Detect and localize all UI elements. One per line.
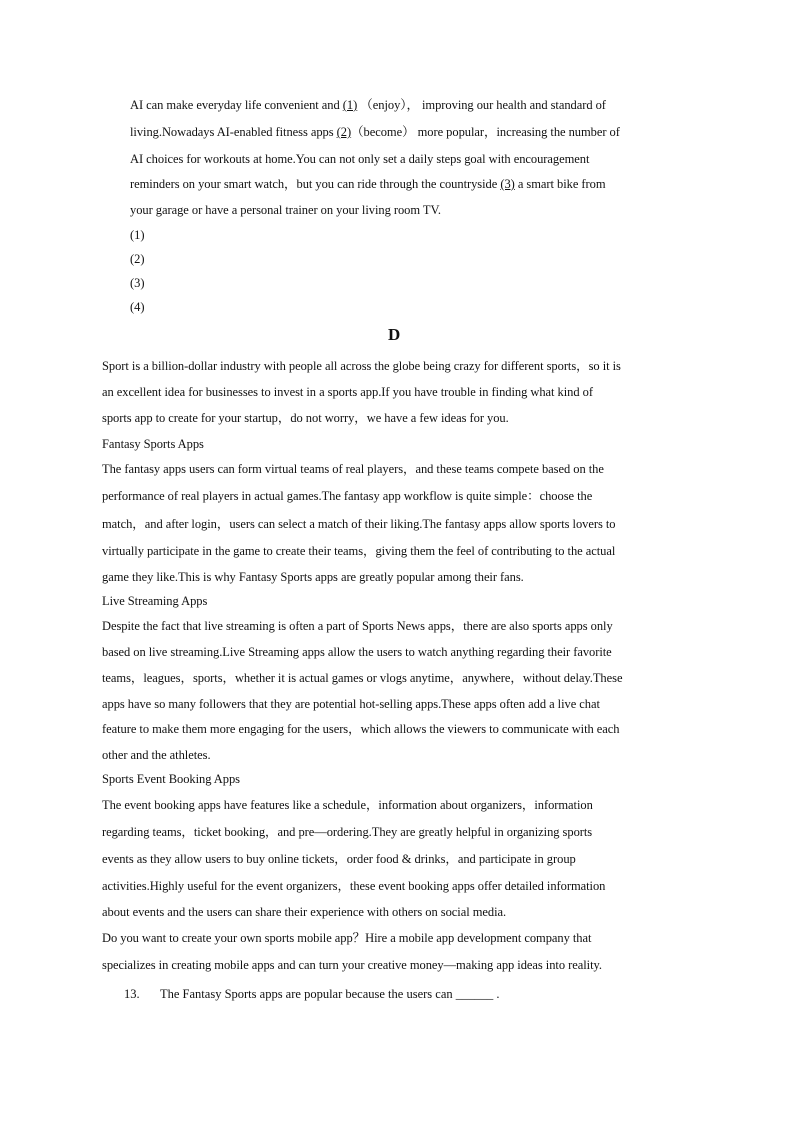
passage-line: Do you want to create your own sports mobile app？Hire a mobile app development company that <box>102 931 592 945</box>
subheading-fantasy: Fantasy Sports Apps <box>102 437 204 451</box>
cloze-line-1: AI can make everyday life convenient and (1) （enjoy）， improving our health and standard of <box>130 98 606 112</box>
blank-1: (1) <box>342 98 358 112</box>
passage-line: regarding teams，ticket booking，and pre—ordering.They are greatly helpful in organizing sports <box>102 825 593 839</box>
answer-line-1: (1) <box>130 228 145 242</box>
passage-line: events as they allow users to buy online tickets，order food & drinks，and participate in group <box>102 852 576 866</box>
blank-3: (3) <box>500 177 515 191</box>
passage-line: virtually participate in the game to create their teams，giving them the feel of contributing to the actual <box>102 544 616 558</box>
subheading-event-booking: Sports Event Booking Apps <box>102 772 240 786</box>
passage-line: activities.Highly useful for the event organizers，these event booking apps offer detailed information <box>102 879 606 893</box>
section-heading: D <box>388 325 401 344</box>
passage-line: teams，leagues，sports，whether it is actual games or vlogs anytime，anywhere，without delay.These <box>102 671 623 685</box>
passage-line: The event booking apps have features like a schedule，information about organizers，information <box>102 798 593 812</box>
question-number: 13. <box>124 987 140 1001</box>
cloze-line-3: AI choices for workouts at home.You can not only set a daily steps goal with encouragement <box>130 152 590 166</box>
cloze-line-2: living.Nowadays AI-enabled fitness apps (2)（become） more popular，increasing the number of <box>130 125 620 139</box>
passage-line: feature to make them more engaging for the users，which allows the viewers to communicate with each <box>102 722 620 736</box>
passage-line: The fantasy apps users can form virtual teams of real players，and these teams compete based on the <box>102 462 604 476</box>
passage-line: apps have so many followers that they are potential hot-selling apps.These apps often add a live chat <box>102 697 600 711</box>
answer-line-2: (2) <box>130 252 145 266</box>
passage-line: specializes in creating mobile apps and can turn your creative money—making app ideas into reality. <box>102 958 602 972</box>
blank-2: (2) <box>336 125 352 139</box>
passage-line: performance of real players in actual games.The fantasy app workflow is quite simple：choose the <box>102 489 593 503</box>
subheading-live-streaming: Live Streaming Apps <box>102 594 208 608</box>
passage-line: game they like.This is why Fantasy Sports apps are greatly popular among their fans. <box>102 570 524 584</box>
answer-line-4: (4) <box>130 300 145 314</box>
passage-line: Sport is a billion-dollar industry with people all across the globe being crazy for different sports，so it is <box>102 359 621 373</box>
passage-line: match，and after login，users can select a match of their liking.The fantasy apps allow sports lovers to <box>102 517 616 531</box>
question-text: The Fantasy Sports apps are popular because the users can ______ . <box>160 987 500 1001</box>
passage-line: Despite the fact that live streaming is often a part of Sports News apps，there are also sports apps only <box>102 619 613 633</box>
passage-line: sports app to create for your startup，do not worry，we have a few ideas for you. <box>102 411 509 425</box>
answer-line-3: (3) <box>130 276 145 290</box>
passage-line: an excellent idea for businesses to invest in a sports app.If you have trouble in finding what kind of <box>102 385 593 399</box>
cloze-line-5: your garage or have a personal trainer on your living room TV. <box>130 203 441 217</box>
passage-line: about events and the users can share their experience with others on social media. <box>102 905 507 919</box>
passage-line: based on live streaming.Live Streaming apps allow the users to watch anything regarding their favorite <box>102 645 612 659</box>
passage-line: other and the athletes. <box>102 748 211 762</box>
cloze-line-4: reminders on your smart watch，but you can ride through the countryside (3) a smart bike from <box>130 177 606 191</box>
